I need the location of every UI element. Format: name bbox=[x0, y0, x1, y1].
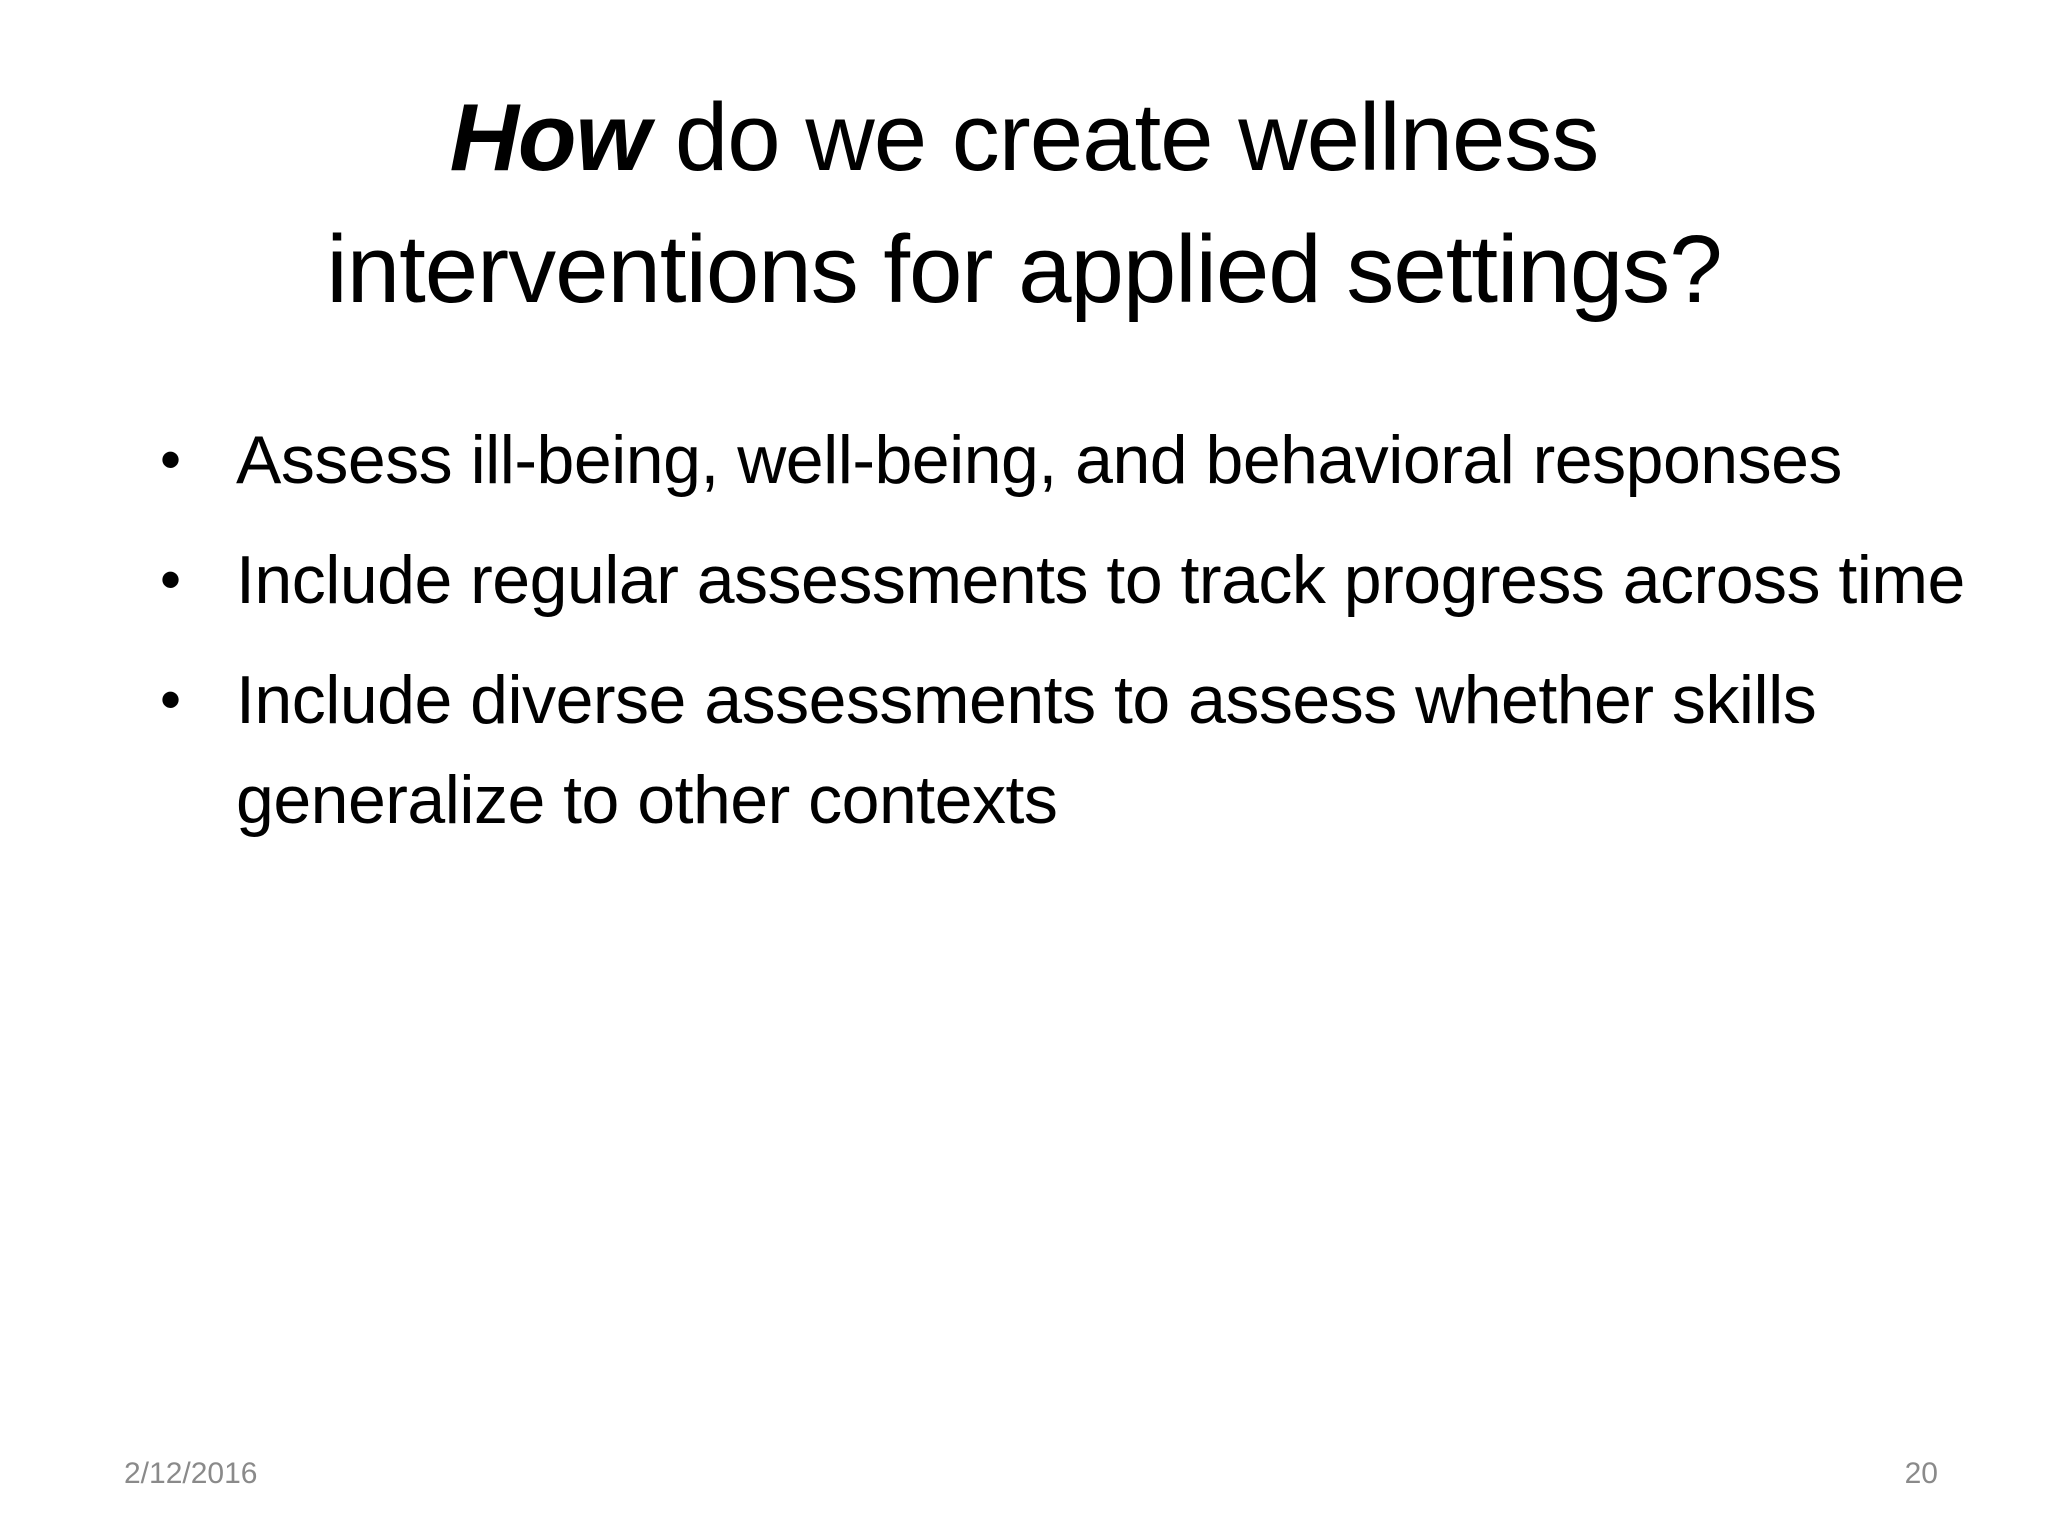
title-line2: interventions for applied settings? bbox=[326, 216, 1722, 323]
bullet-icon: • bbox=[160, 426, 181, 493]
bullet-item bbox=[160, 530, 2000, 630]
slide-title bbox=[150, 72, 1898, 336]
bullet-icon: • bbox=[160, 546, 181, 613]
bullet-text: Assess ill-being, well-being, and behavioral responses bbox=[236, 422, 1842, 498]
bullet-icon: • bbox=[160, 666, 181, 733]
bullet-item bbox=[160, 410, 2000, 510]
footer-date: 2/12/2016 bbox=[124, 1457, 258, 1490]
title-line1-rest: do we create wellness bbox=[649, 84, 1599, 191]
bullet-text: Include diverse assessments to assess whether skills generalize to other contexts bbox=[236, 662, 1817, 838]
bullet-list bbox=[160, 410, 2000, 870]
footer-page-number: 20 bbox=[1904, 1457, 1938, 1490]
bullet-text: Include regular assessments to track progress across time bbox=[236, 542, 1965, 618]
title-emphasis: How bbox=[449, 84, 650, 191]
bullet-item bbox=[160, 650, 2000, 850]
